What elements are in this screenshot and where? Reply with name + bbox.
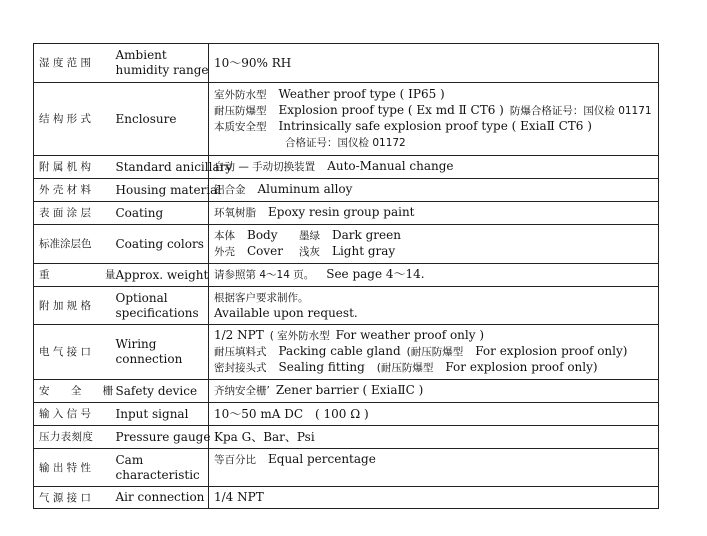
- row-label-cn: 附 加 规 格: [34, 287, 115, 325]
- table-row: [34, 426, 659, 449]
- row-label-cn: 电 气 接 口: [34, 325, 115, 380]
- row-label-en: Approx. weight: [115, 264, 209, 287]
- table-row: [34, 403, 659, 426]
- row-label-en: Input signal: [115, 403, 209, 426]
- specification-table: [33, 43, 659, 509]
- table-row: [34, 449, 659, 487]
- row-value: 1/2 NPT ( 室外防水型 For weather proof only ) 耐压填料式 Packing cable gland (耐压防爆型 For explosion proof only) 密封接头式 Sealing fitting (耐压防爆型 For explosion proof only): [209, 325, 659, 380]
- row-label-cn: 输 出 特 性: [34, 449, 115, 487]
- table-row: [34, 83, 659, 156]
- row-label-cn: 标准涂层色: [34, 225, 115, 264]
- row-value: 环氧树脂 Epoxy resin group paint: [209, 202, 659, 225]
- table-row: [34, 487, 659, 509]
- row-value: Kpa G、Bar、Psi: [209, 426, 659, 449]
- row-value: 铝合金 Aluminum alloy: [209, 179, 659, 202]
- row-label-cn: 表 面 涂 层: [34, 202, 115, 225]
- table-row: [34, 225, 659, 264]
- table-row: [34, 380, 659, 403]
- table-row: [34, 202, 659, 225]
- row-value: 10～90% RH: [209, 44, 659, 83]
- row-label-en: Coating colors: [115, 225, 209, 264]
- row-value: 齐纳安全栅’ Zener barrier ( ExiaⅡC ): [209, 380, 659, 403]
- row-label-en: Optional specifications: [115, 287, 209, 325]
- row-label-cn: 安 全 栅: [34, 380, 115, 403]
- table-row: [34, 179, 659, 202]
- row-value: 根据客户要求制作。 Available upon request.: [209, 287, 659, 325]
- row-value: 自动 — 手动切换装置 Auto-Manual change: [209, 156, 659, 179]
- row-label-cn: 压 力 表 刻 度: [34, 426, 115, 449]
- row-label-en: Enclosure: [115, 83, 209, 156]
- row-value: 1/4 NPT: [209, 487, 659, 509]
- row-value: 10～50 mA DC ( 100 Ω ): [209, 403, 659, 426]
- row-label-cn: 结 构 形 式: [34, 83, 115, 156]
- row-label-en: Wiring connection: [115, 325, 209, 380]
- table-row: [34, 44, 659, 83]
- table-row: [34, 325, 659, 380]
- row-label-en: Coating: [115, 202, 209, 225]
- row-value: 本体 Body 墨绿 Dark green 外壳 Cover 浅灰 Light gray: [209, 225, 659, 264]
- row-value: 等百分比 Equal percentage: [209, 449, 659, 487]
- row-label-cn: 外 壳 材 料: [34, 179, 115, 202]
- row-label-cn: 重 量: [34, 264, 115, 287]
- row-label-cn: 气 源 接 口: [34, 487, 115, 509]
- row-label-cn: 输 入 信 号: [34, 403, 115, 426]
- row-value: 室外防水型 Weather proof type ( IP65 ) 耐压防爆型 Explosion proof type ( Ex md Ⅱ CT6 ) 防爆合格证号：国仪检 01171 本质安全型 Intrinsically safe explosion proof type ( ExiaⅡ CT6 ) 合格证号：国仪检 01172: [209, 83, 659, 156]
- row-label-en: Safety device: [115, 380, 209, 403]
- table-row: [34, 287, 659, 325]
- row-label-en: Ambient humidity range: [115, 44, 209, 83]
- row-label-en: Air connection: [115, 487, 209, 509]
- row-label-en: Pressure gauge: [115, 426, 209, 449]
- row-label-cn: 湿 度 范 围: [34, 44, 115, 83]
- row-label-en: Standard anicillary: [115, 156, 209, 179]
- row-label-en: Cam characteristic: [115, 449, 209, 487]
- row-value: 请参照第 4～14 页。 See page 4～14.: [209, 264, 659, 287]
- table-row: [34, 156, 659, 179]
- table-row: [34, 264, 659, 287]
- row-label-en: Housing material: [115, 179, 209, 202]
- row-label-cn: 附 属 机 构: [34, 156, 115, 179]
